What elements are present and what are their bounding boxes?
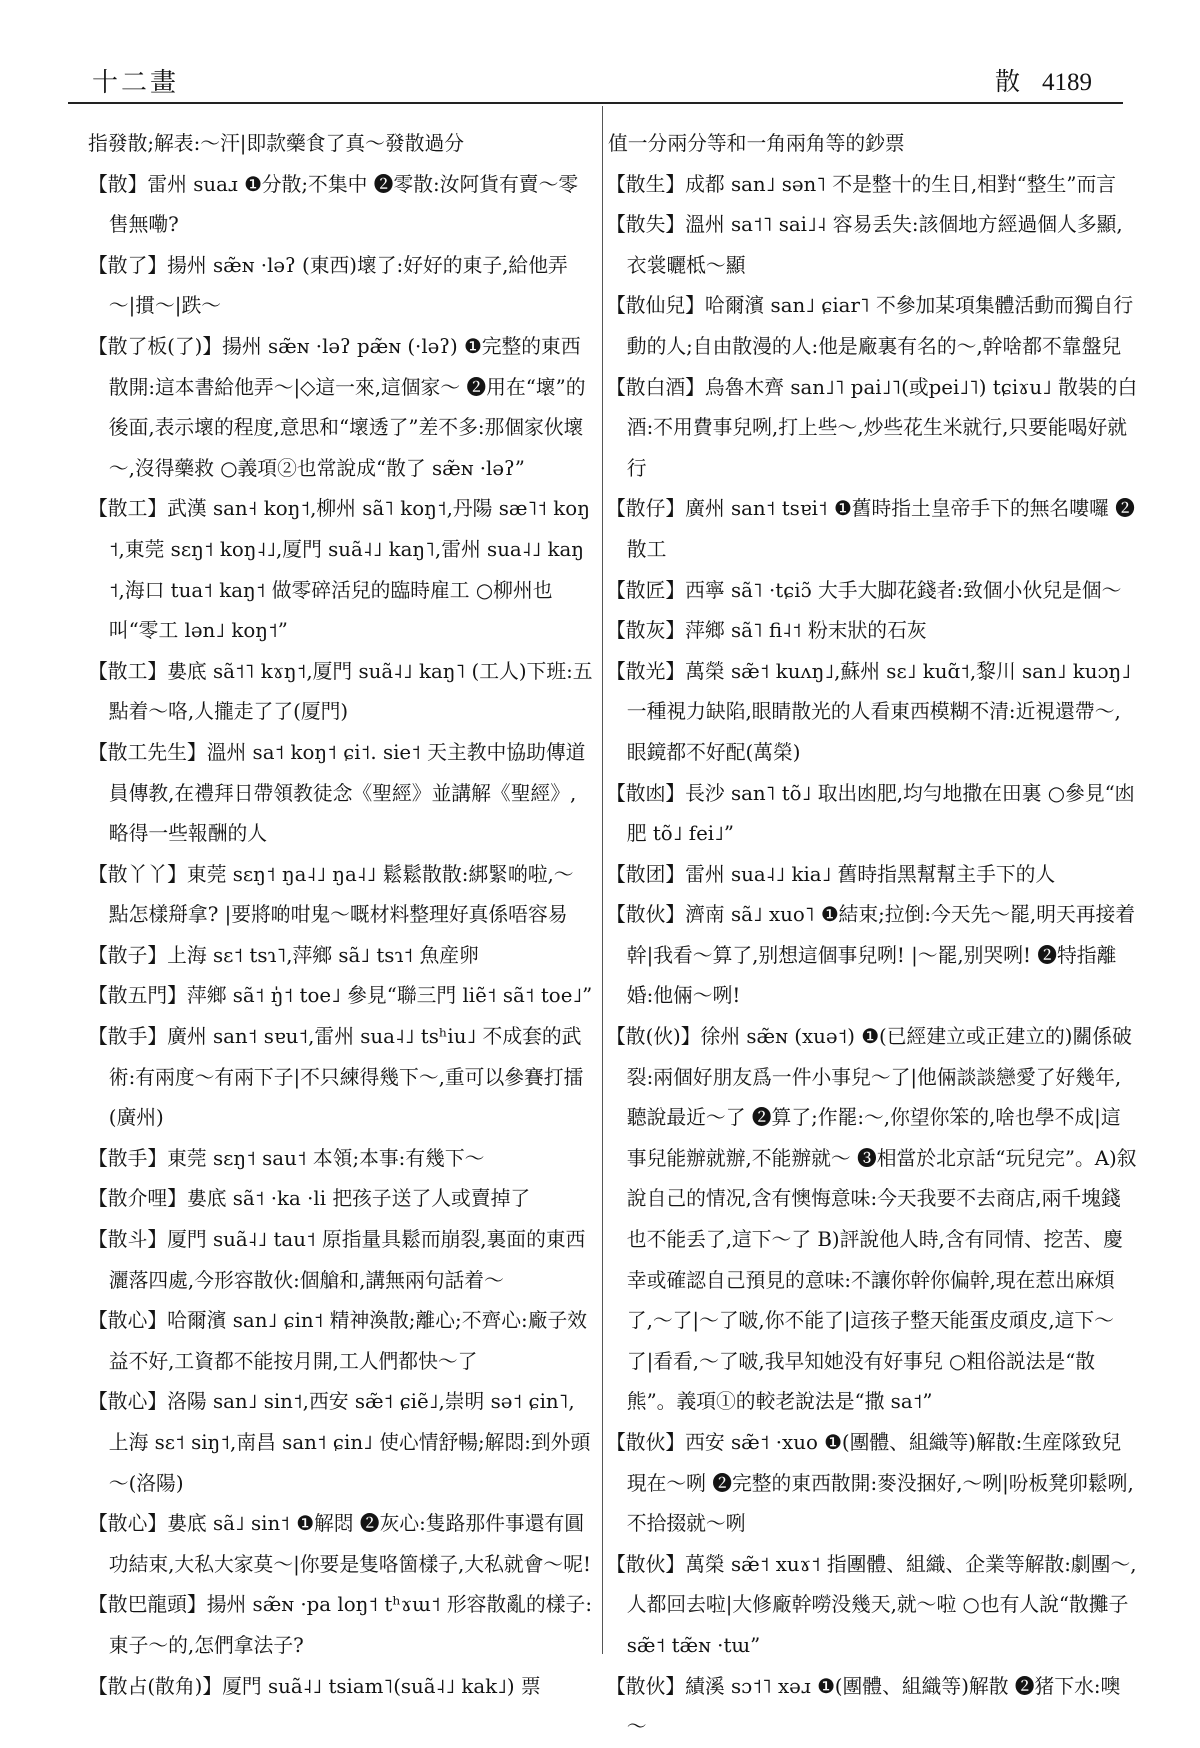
dictionary-entry: 【散灰】萍鄉 sã˥ fi˨˦ 粉末狀的石灰 <box>606 619 927 643</box>
dictionary-entry: 【散失】溫州 sa˦˥ sai˩˨ 容易丢失:該個地方經過個人多顯,衣裳曬柢～顯 <box>606 213 1123 277</box>
right-column <box>606 124 1138 1739</box>
dictionary-entry: 【散丫丫】東莞 sɛŋ˦ ŋa˨˩ ŋa˨˩ 鬆鬆散散:綁緊啲啦,～點怎樣搿拿? |要將啲咁鬼～嘅材料整理好真係唔容易 <box>88 862 574 927</box>
header-rule <box>68 102 1123 104</box>
dictionary-entry: 【散心】哈爾濱 san˩ ɕin˦ 精神渙散;離心;不齊心:廠子效益不好,工資都不能按月開,工人們都快～了 <box>88 1309 588 1373</box>
left-column <box>88 124 593 1698</box>
dictionary-entry: 【散巴龍頭】揚州 sæ̃ɴ ·pa loŋ˦ tʰɤɯ˦ 形容散亂的樣子:東子～的,怎們拿法子? <box>88 1593 592 1657</box>
dictionary-entry: 【散仙兒】哈爾濱 san˩ ɕiar˥ 不參加某項集體活動而獨自行動的人;自由散漫的人:他是廠裏有名的～,幹啥都不靠盤兒 <box>606 294 1134 358</box>
dictionary-entry: 【散斗】厦門 suã˨˩ tau˦ 原指量具鬆而崩裂,裏面的東西灑落四處,今形容散伙:個艙和,講無兩句話着～ <box>88 1228 586 1292</box>
dictionary-entry: 【散团】雷州 sua˨˩ kia˩ 舊時指黑幫幫主手下的人 <box>606 862 1056 886</box>
dictionary-entry: 【散心】婁底 sã˩ sin˦ ❶解悶 ❷灰心:隻路那件事還有圓功結束,大私大家莫～|你要是隻咯箇樣子,大私就會～呢! <box>88 1512 591 1576</box>
dictionary-entry: 【散心】洛陽 san˩ sin˦,西安 sæ̃˦ ɕiẽ˩,崇明 sə˦ ɕin˥,上海 sɛ˦ siŋ˦,南昌 san˦ ɕin˩ 使心情舒暢;解悶:到外頭～(洛陽) <box>88 1390 591 1495</box>
dictionary-entry: 【散】雷州 suaɹ ❶分散;不集中 ❷零散:汝阿貨有賣～零售無嘞? <box>88 172 579 237</box>
dictionary-entry: 【散白酒】烏魯木齊 san˩˥ pai˩˥(或pei˩˥) tɕiɤu˩ 散裝的白酒:不用費事兒咧,打上些～,炒些花生米就行,只要能喝好就行 <box>606 375 1138 480</box>
page-header <box>92 58 1092 102</box>
dictionary-entry: 【散了】揚州 sæ̃ɴ ·ləʔ (東西)壞了:好好的東子,給他弄～|摜～|跌～ <box>88 253 568 318</box>
dictionary-entry: 【散伙】萬榮 sæ̃˦ xuɤ˦ 指團體、組織、企業等解散:劇團～,人都回去啦|大修廠幹嘮没幾天,就～啦 ○也有人說“散攤子 sæ̃˦ tæ̃ɴ ·tɯ” <box>606 1552 1137 1657</box>
dictionary-entry: 【散占(散角)】厦門 suã˨˩ tsiam˥(suã˨˩ kak˩) 票 <box>88 1674 541 1698</box>
page-heading <box>995 62 1092 98</box>
dictionary-entry: 【散(伙)】徐州 sæ̃ɴ (xuə˦) ❶(已經建立或正建立的)關係破裂:兩個好朋友爲一件小事兒～了|他倆談談戀愛了好幾年,聽說最近～了 ❷算了;作罷:～,你望你笨的,啥也學不成|這事兒能辦就辦,不能辦就～ ❸相當於北京話“玩兒完”。A)叙說自己的情况,含有懊悔意味:今天我要不去商店,兩千塊錢也不能丢了,這下～了 B)評說他人時,含有同情、挖苦、慶幸或確認自己預見的意味:不讓你幹你偏幹,現在惹出麻煩了,～了|～了啵,你不能了|這孩子整天能蛋皮頑皮,這下～了|看看,～了啵,我早知她没有好事兒 ○粗俗説法是“散熊”。義項①的較老說法是“撒 sa˦” <box>606 1025 1137 1414</box>
section-title: 十二畫 <box>92 68 180 98</box>
dictionary-entry: 指發散;解表:～汗|即款藥食了真～發散過分 <box>88 132 465 155</box>
dictionary-entry: 【散伙】西安 sæ̃˦ ·xuo ❶(團體、組織等)解散:生産隊致兒現在～咧 ❷完整的東西散開:麥没捆好,～咧|吩板凳卯鬆咧,不拾掇就～咧 <box>606 1431 1134 1536</box>
dictionary-entry: 【散伙】濟南 sã˩ xuo˥ ❶結束;拉倒:今天先～罷,明天再接着幹|我看～算了,别想這個事兒咧! |～罷,别哭咧! ❷特指離婚:他倆～咧! <box>606 903 1136 1008</box>
page-number: 4189 <box>1042 69 1092 96</box>
dictionary-entry: 【散凼】長沙 san˥ tõ˩ 取出凼肥,均勻地撒在田裏 ○參見“凼肥 tõ˩ fei˩” <box>606 781 1135 846</box>
dictionary-entry: 【散光】萬榮 sæ̃˦ kuʌŋ˩,蘇州 sɛ˩ kuɑ̃˦,黎川 san˩ kuɔŋ˩ 一種視力缺陷,眼睛散光的人看東西模糊不清:近視還帶～,眼鏡都不好配(萬榮) <box>606 659 1132 764</box>
dictionary-entry: 【散手】廣州 san˦ sɐu˦,雷州 sua˨˩ tsʰiu˩ 不成套的武術:有兩度～有兩下子|不只練得幾下～,重可以參賽打擂(廣州) <box>88 1025 584 1130</box>
dictionary-entry: 【散五門】萍鄉 sã˦ ŋ̍˦ toe˩ 參見“聯三門 liẽ˦ sã˦ toe˩” <box>88 984 593 1008</box>
dictionary-entry: 值一分兩分等和一角兩角等的鈔票 <box>607 132 905 155</box>
dictionary-entry: 【散伙】績溪 sɔ˦˥ xəɹ ❶(團體、組織等)解散 ❷猪下水:噢～ <box>606 1674 1121 1739</box>
dictionary-entry: 【散工】婁底 sã˦˥ kɤŋ˦,厦門 suã˨˩ kaŋ˥ (工人)下班:五點着～咯,人攏走了了(厦門) <box>88 659 593 724</box>
dictionary-entry: 【散仔】廣州 san˦ tsɐi˦ ❶舊時指土皇帝手下的無名嘍囉 ❷散工 <box>606 497 1135 561</box>
dictionary-entry: 【散工】武漢 san˧ koŋ˦,柳州 sã˥ koŋ˦,丹陽 sæ˥˦ koŋ˦,東莞 sɛŋ˦ koŋ˨˩,厦門 suã˨˩ kaŋ˥,雷州 sua˨˩ kaŋ˦,海口 tua˦ kaŋ˦ 做零碎活兒的臨時雇工 ○柳州也叫“零工 lən˩ koŋ˦” <box>88 497 590 643</box>
dictionary-entry: 【散手】東莞 sɛŋ˦ sau˦ 本領;本事:有幾下～ <box>88 1146 485 1170</box>
heading-character: 散 <box>994 67 1020 96</box>
dictionary-entry: 【散匠】西寧 sã˥ ·tɕiɔ̃ 大手大脚花錢者:致個小伙兒是個～ <box>606 578 1122 602</box>
dictionary-entry: 【散生】成都 san˩ sən˥ 不是整十的生日,相對“整生”而言 <box>606 172 1117 196</box>
dictionary-entry: 【散工先生】溫州 sa˦ koŋ˦ ɕi˦. sie˦ 天主教中協助傳道員傳教,在禮拜日帶領教徒念《聖經》並講解《聖經》,略得一些報酬的人 <box>88 740 586 846</box>
dictionary-entry: 【散了板(了)】揚州 sæ̃ɴ ·ləʔ pæ̃ɴ (·ləʔ) ❶完整的東西散開:這本書給他弄～|◇這一來,這個家～ ❷用在“壞”的後面,表示壞的程度,意思和“壞透了”差不多:那個家伙壞～,沒得藥救 ○義項②也常說成“散了 sæ̃ɴ ·ləʔ” <box>88 334 586 480</box>
dictionary-entry: 【散子】上海 sɛ˦ tsɿ˥,萍鄉 sã˩ tsɿ˦ 魚産卵 <box>88 943 479 967</box>
column-divider <box>602 106 603 1654</box>
dictionary-entry: 【散介哩】婁底 sã˦ ·ka ·li 把孩子送了人或賣掉了 <box>88 1187 531 1211</box>
